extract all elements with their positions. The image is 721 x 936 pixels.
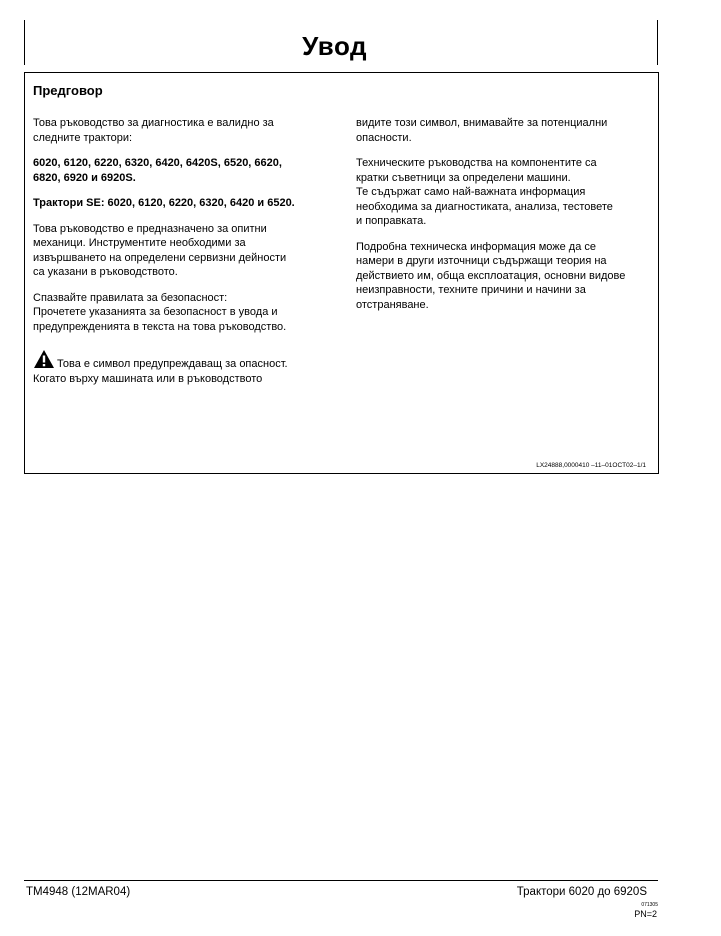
page-number: PN=2 [634,909,657,919]
footer-code: 071305 [641,902,658,908]
reference-code: LX24888,0000410 –11–01OCT02–1/1 [536,462,646,469]
footer-divider [24,880,658,881]
right-column [356,116,656,323]
validity-text: Това ръководство за диагностика е валидно за следните трактори: [33,117,274,144]
warning-triangle-icon [33,349,55,369]
section-heading: Предговор [33,83,103,98]
foreword-section [24,72,659,474]
tractor-models-list: 6020, 6120, 6220, 6320, 6420, 6420S, 6520, 6620, 6820, 6920 и 6920S. [33,157,282,184]
audience-text: Това ръководство е предназначено за опитни механици. Инструментите необходими за извършването на определени сервизни дейности са указани в ръководството. [33,222,287,278]
left-column [33,116,333,386]
technical-info-text: Подробна техническа информация може да се намери в други източници съдържащи теория на действието им, обща експлоатация, основни видове неизправности, техните причини и начини за отстраняване. [356,240,626,311]
warning-symbol-text: Това е символ предупреждаващ за опасност. Когато върху машината или в ръководството [33,358,288,385]
component-manuals-text: Техническите ръководства на компонентите са кратки съветници за определени машини. Те съдържат само най-важната информация необходима за диагностиката, анализа, тестовете и поправката. [356,157,613,227]
page-header [24,20,658,65]
footer-doc-id: TM4948 (12MAR04) [26,886,131,898]
footer-title: Трактори 6020 до 6920S [516,886,647,898]
se-tractor-models-list: Трактори SE: 6020, 6120, 6220, 6320, 6420 и 6520. [33,197,295,209]
page-title: Увод [302,31,367,61]
warning-paragraph [33,345,333,386]
safety-rules-text: Спазвайте правилата за безопасност: Прочетете указанията за безопасност в увода и предупрежденията в текста на това ръководство. [33,291,287,333]
symbol-continuation-text: видите този символ, внимавайте за потенциални опасности. [356,117,608,144]
